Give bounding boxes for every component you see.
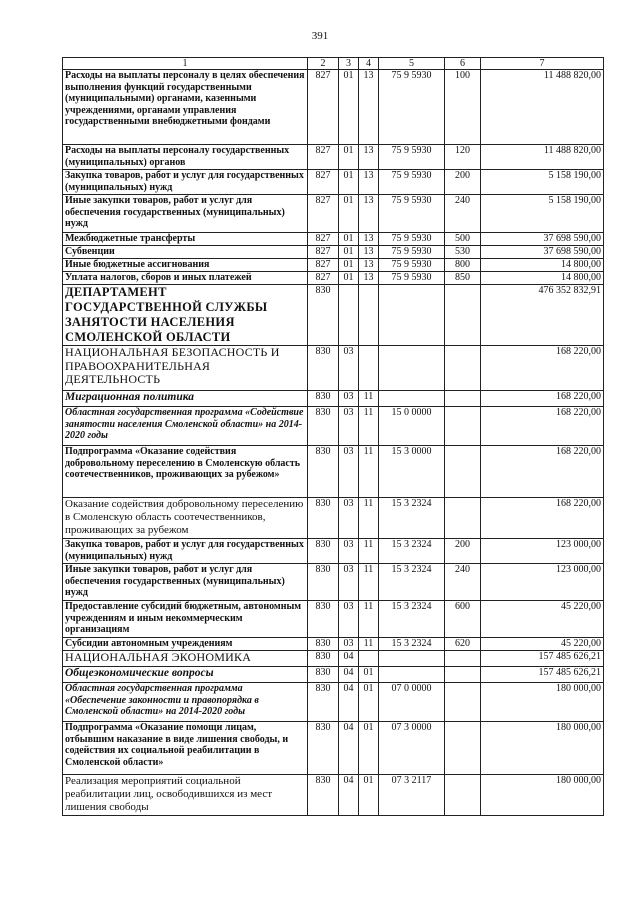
ministry-code: 830 [308, 564, 339, 601]
expense-type-code: 600 [445, 601, 481, 638]
amount: 180 000,00 [481, 683, 604, 722]
row-description: Межбюджетные трансферты [63, 233, 308, 246]
table-row [63, 539, 604, 564]
table-row [63, 272, 604, 285]
amount: 5 158 190,00 [481, 195, 604, 233]
section-code: 03 [339, 601, 359, 638]
expense-type-code: 620 [445, 638, 481, 651]
table-row [63, 651, 604, 667]
target-article-code: 75 9 5930 [379, 170, 445, 195]
target-article-code [379, 346, 445, 391]
subsection-code: 13 [359, 70, 379, 145]
section-code: 01 [339, 170, 359, 195]
section-code: 01 [339, 233, 359, 246]
column-number: 3 [339, 58, 359, 70]
subsection-code: 01 [359, 722, 379, 775]
target-article-code: 75 9 5930 [379, 259, 445, 272]
subsection-code: 11 [359, 391, 379, 407]
subsection-code: 13 [359, 170, 379, 195]
target-article-code [379, 667, 445, 683]
expense-type-code: 240 [445, 195, 481, 233]
expense-type-code: 500 [445, 233, 481, 246]
section-code: 03 [339, 539, 359, 564]
subsection-code: 11 [359, 407, 379, 446]
ministry-code: 830 [308, 651, 339, 667]
subsection-code [359, 285, 379, 346]
ministry-code: 827 [308, 70, 339, 145]
row-description: Субсидии автономным учреждениям [63, 638, 308, 651]
amount: 168 220,00 [481, 498, 604, 539]
subsection-code: 13 [359, 233, 379, 246]
section-code: 04 [339, 667, 359, 683]
table-row [63, 601, 604, 638]
ministry-code: 830 [308, 683, 339, 722]
ministry-code: 830 [308, 667, 339, 683]
row-description: Предоставление субсидий бюджетным, автономным учреждениям и иным некоммерческим организациям [63, 601, 308, 638]
subsection-code [359, 346, 379, 391]
subsection-code [359, 651, 379, 667]
row-description: Подпрограмма «Оказание помощи лицам, отбывшим наказание в виде лишения свободы, и содействия их социальной реабилитации в Смоленской области» [63, 722, 308, 775]
table-row [63, 195, 604, 233]
amount: 11 488 820,00 [481, 145, 604, 170]
expense-type-code: 200 [445, 170, 481, 195]
amount: 157 485 626,21 [481, 667, 604, 683]
expense-type-code [445, 346, 481, 391]
subsection-code: 11 [359, 498, 379, 539]
section-code: 03 [339, 407, 359, 446]
amount: 45 220,00 [481, 638, 604, 651]
target-article-code: 75 9 5930 [379, 145, 445, 170]
table-row [63, 407, 604, 446]
row-description: НАЦИОНАЛЬНАЯ БЕЗОПАСНОСТЬ И ПРАВООХРАНИТЕЛЬНАЯ ДЕЯТЕЛЬНОСТЬ [63, 346, 308, 391]
ministry-code: 830 [308, 446, 339, 498]
amount: 168 220,00 [481, 346, 604, 391]
subsection-code: 13 [359, 272, 379, 285]
table-row [63, 446, 604, 498]
expense-type-code [445, 683, 481, 722]
subsection-code: 11 [359, 638, 379, 651]
subsection-code: 01 [359, 683, 379, 722]
row-description: Уплата налогов, сборов и иных платежей [63, 272, 308, 285]
target-article-code: 75 9 5930 [379, 233, 445, 246]
amount: 37 698 590,00 [481, 246, 604, 259]
section-code: 03 [339, 638, 359, 651]
row-description: Областная государственная программа «Содействие занятости населения Смоленской области» на 2014-2020 годы [63, 407, 308, 446]
table-row [63, 667, 604, 683]
subsection-code: 01 [359, 775, 379, 816]
expense-type-code [445, 498, 481, 539]
table-row [63, 498, 604, 539]
table-row [63, 638, 604, 651]
expense-type-code: 200 [445, 539, 481, 564]
ministry-code: 830 [308, 638, 339, 651]
table-row [63, 246, 604, 259]
expense-type-code: 120 [445, 145, 481, 170]
expense-type-code [445, 407, 481, 446]
subsection-code: 13 [359, 246, 379, 259]
section-code: 03 [339, 391, 359, 407]
amount: 157 485 626,21 [481, 651, 604, 667]
target-article-code: 15 3 2324 [379, 564, 445, 601]
amount: 123 000,00 [481, 564, 604, 601]
expense-type-code [445, 722, 481, 775]
table-row [63, 259, 604, 272]
section-code: 03 [339, 564, 359, 601]
ministry-code: 830 [308, 775, 339, 816]
ministry-code: 830 [308, 391, 339, 407]
ministry-code: 827 [308, 233, 339, 246]
ministry-code: 827 [308, 246, 339, 259]
expense-type-code [445, 775, 481, 816]
target-article-code: 75 9 5930 [379, 272, 445, 285]
section-code: 04 [339, 722, 359, 775]
target-article-code: 07 3 0000 [379, 722, 445, 775]
subsection-code: 11 [359, 601, 379, 638]
row-description: Расходы на выплаты персоналу государственных (муниципальных) органов [63, 145, 308, 170]
expense-type-code: 850 [445, 272, 481, 285]
target-article-code: 15 3 2324 [379, 638, 445, 651]
amount: 180 000,00 [481, 775, 604, 816]
ministry-code: 827 [308, 145, 339, 170]
amount: 476 352 832,91 [481, 285, 604, 346]
expense-type-code [445, 446, 481, 498]
row-description: Общеэкономические вопросы [63, 667, 308, 683]
amount: 45 220,00 [481, 601, 604, 638]
amount: 14 800,00 [481, 272, 604, 285]
target-article-code: 07 3 2117 [379, 775, 445, 816]
section-code: 03 [339, 446, 359, 498]
table-row [63, 145, 604, 170]
table-row [63, 391, 604, 407]
row-description: НАЦИОНАЛЬНАЯ ЭКОНОМИКА [63, 651, 308, 667]
expense-type-code [445, 651, 481, 667]
table-row [63, 285, 604, 346]
section-code: 04 [339, 775, 359, 816]
table-row [63, 775, 604, 816]
row-description: Расходы на выплаты персоналу в целях обеспечения выполнения функций государственными (муниципальными) органами, казенными учреждениями, органами управления государственными внебюджетными фондами [63, 70, 308, 145]
expense-type-code [445, 285, 481, 346]
section-code: 04 [339, 651, 359, 667]
row-description: Субвенции [63, 246, 308, 259]
subsection-code: 13 [359, 195, 379, 233]
row-description: Миграционная политика [63, 391, 308, 407]
amount: 14 800,00 [481, 259, 604, 272]
section-code: 01 [339, 246, 359, 259]
section-code: 01 [339, 70, 359, 145]
target-article-code: 15 3 2324 [379, 539, 445, 564]
column-number: 6 [445, 58, 481, 70]
ministry-code: 827 [308, 195, 339, 233]
subsection-code: 13 [359, 145, 379, 170]
row-description: Закупка товаров, работ и услуг для государственных (муниципальных) нужд [63, 539, 308, 564]
section-code: 03 [339, 346, 359, 391]
amount: 37 698 590,00 [481, 233, 604, 246]
row-description: Подпрограмма «Оказание содействия добровольному переселению в Смоленскую область соотечественников, проживающих за рубежом» [63, 446, 308, 498]
target-article-code: 15 3 2324 [379, 498, 445, 539]
section-code: 03 [339, 498, 359, 539]
ministry-code: 830 [308, 601, 339, 638]
target-article-code: 75 9 5930 [379, 70, 445, 145]
target-article-code [379, 285, 445, 346]
column-number: 2 [308, 58, 339, 70]
row-description: Иные закупки товаров, работ и услуг для обеспечения государственных (муниципальных) нужд [63, 564, 308, 601]
column-number: 5 [379, 58, 445, 70]
table-row [63, 346, 604, 391]
column-number: 4 [359, 58, 379, 70]
table-row [63, 564, 604, 601]
section-code: 01 [339, 272, 359, 285]
page-number: 391 [311, 30, 329, 42]
target-article-code [379, 651, 445, 667]
subsection-code: 13 [359, 259, 379, 272]
ministry-code: 830 [308, 722, 339, 775]
ministry-code: 830 [308, 539, 339, 564]
target-article-code: 75 9 5930 [379, 195, 445, 233]
column-number: 7 [481, 58, 604, 70]
row-description: Закупка товаров, работ и услуг для государственных (муниципальных) нужд [63, 170, 308, 195]
expense-type-code [445, 667, 481, 683]
target-article-code: 07 0 0000 [379, 683, 445, 722]
ministry-code: 830 [308, 498, 339, 539]
ministry-code: 827 [308, 170, 339, 195]
table-row [63, 170, 604, 195]
target-article-code: 15 3 0000 [379, 446, 445, 498]
row-description: ДЕПАРТАМЕНТ ГОСУДАРСТВЕННОЙ СЛУЖБЫ ЗАНЯТОСТИ НАСЕЛЕНИЯ СМОЛЕНСКОЙ ОБЛАСТИ [63, 285, 308, 346]
section-code: 01 [339, 195, 359, 233]
section-code: 04 [339, 683, 359, 722]
table-row [63, 233, 604, 246]
table-row [63, 722, 604, 775]
ministry-code: 830 [308, 346, 339, 391]
subsection-code: 11 [359, 446, 379, 498]
expense-type-code: 100 [445, 70, 481, 145]
row-description: Оказание содействия добровольному переселению в Смоленскую область соотечественников, проживающих за рубежом [63, 498, 308, 539]
ministry-code: 827 [308, 272, 339, 285]
section-code: 01 [339, 145, 359, 170]
subsection-code: 11 [359, 539, 379, 564]
amount: 168 220,00 [481, 446, 604, 498]
row-description: Иные закупки товаров, работ и услуг для обеспечения государственных (муниципальных) нужд [63, 195, 308, 233]
expense-type-code: 240 [445, 564, 481, 601]
target-article-code [379, 391, 445, 407]
ministry-code: 830 [308, 285, 339, 346]
row-description: Иные бюджетные ассигнования [63, 259, 308, 272]
section-code [339, 285, 359, 346]
table-row [63, 683, 604, 722]
amount: 168 220,00 [481, 391, 604, 407]
amount: 5 158 190,00 [481, 170, 604, 195]
target-article-code: 15 3 2324 [379, 601, 445, 638]
amount: 168 220,00 [481, 407, 604, 446]
amount: 180 000,00 [481, 722, 604, 775]
amount: 123 000,00 [481, 539, 604, 564]
row-description: Областная государственная программа «Обеспечение законности и правопорядка в Смоленской области» на 2014-2020 годы [63, 683, 308, 722]
expense-type-code: 800 [445, 259, 481, 272]
row-description: Реализация мероприятий социальной реабилитации лиц, освободившихся из мест лишения свободы [63, 775, 308, 816]
table-row [63, 70, 604, 145]
expense-type-code [445, 391, 481, 407]
column-number-row [63, 58, 604, 70]
amount: 11 488 820,00 [481, 70, 604, 145]
expense-type-code: 530 [445, 246, 481, 259]
target-article-code: 75 9 5930 [379, 246, 445, 259]
target-article-code: 15 0 0000 [379, 407, 445, 446]
subsection-code: 01 [359, 667, 379, 683]
budget-table [62, 57, 604, 816]
ministry-code: 830 [308, 407, 339, 446]
section-code: 01 [339, 259, 359, 272]
subsection-code: 11 [359, 564, 379, 601]
ministry-code: 827 [308, 259, 339, 272]
column-number: 1 [63, 58, 308, 70]
